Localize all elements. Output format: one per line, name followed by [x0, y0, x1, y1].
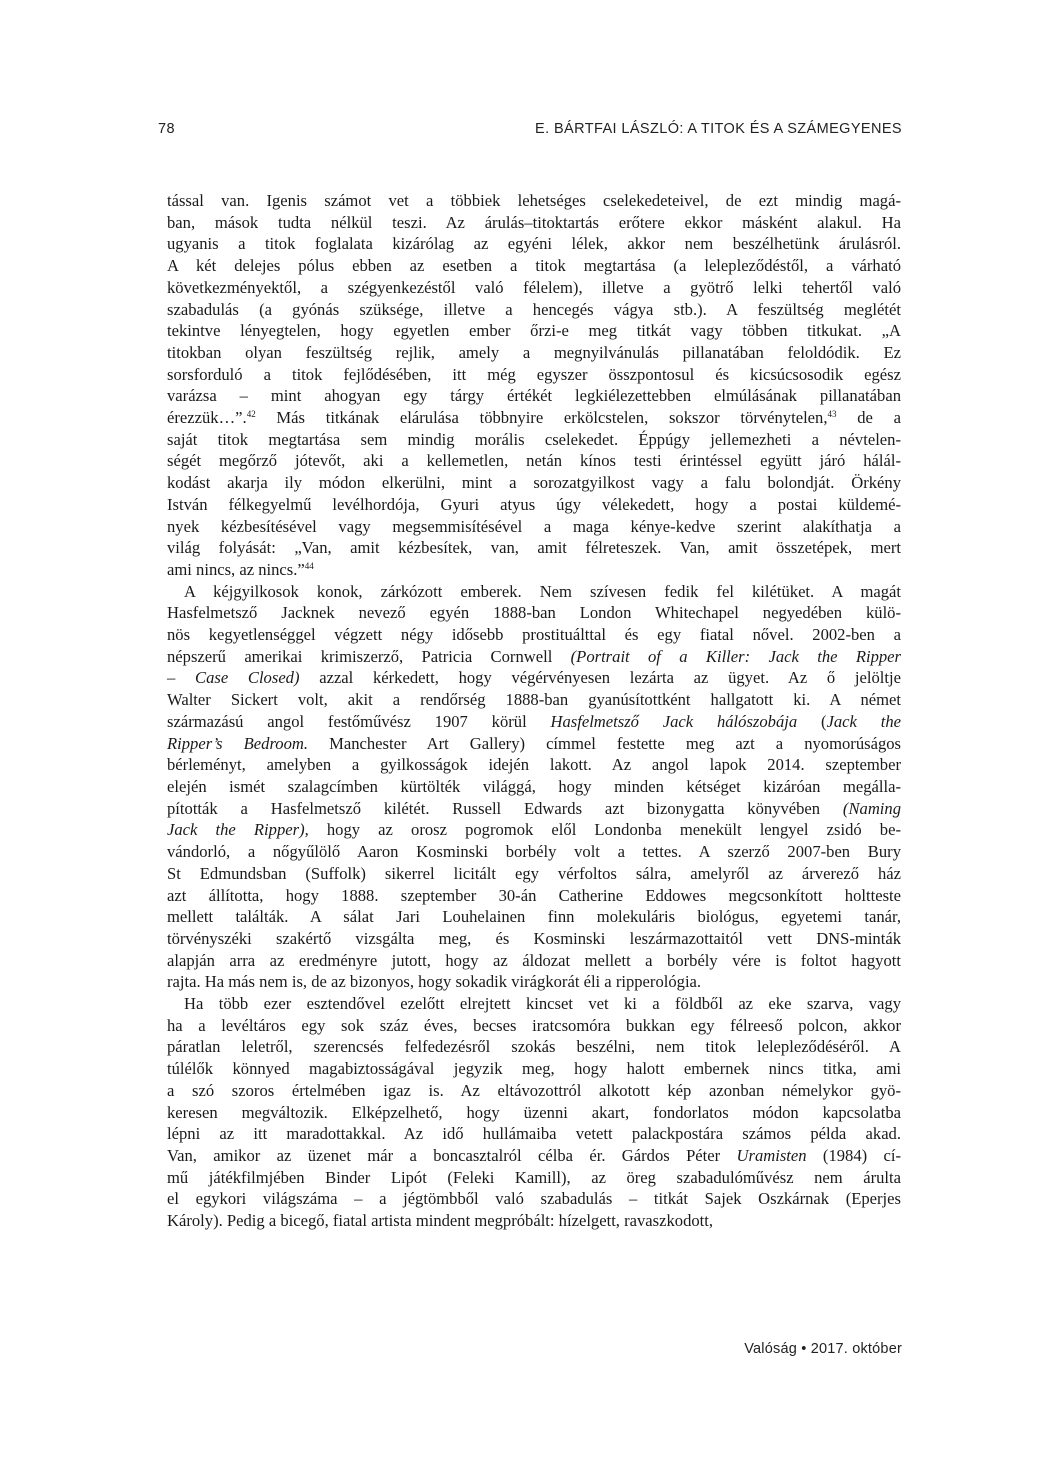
italic-title: (Portrait of a Killer: Jack the Ripper [570, 646, 902, 666]
text-run: ban, mások tudta nélkül teszi. Az árulás–titoktartás erőtere ekkor másként alakul. Ha [167, 212, 901, 232]
text-run: Van, amikor az üzenet már a boncasztalról célba ér. Gárdos Péter [167, 1145, 737, 1165]
text-line [167, 993, 901, 1015]
text-run: alapján arra az eredményre jutott, hogy az áldozat mellett a borbély vére is foltot hagyott [167, 950, 901, 970]
text-line [167, 1080, 901, 1102]
text-line [167, 754, 901, 776]
text-run: törvényszéki szakértő vizsgálta meg, és Kosminski leszármazottaitól vett DNS-minták [167, 928, 901, 948]
text-run: mellett találták. A sálat Jari Louhelainen finn molekuláris biológus, egyetemi tanár, [167, 907, 901, 927]
italic-title: – Case Closed) [167, 668, 300, 688]
text-run: Hasfelmetsző Jacknek nevező egyén 1888-ban London Whitechapel negyedében külö- [167, 603, 901, 623]
text-run: érezzük…”. [167, 408, 247, 428]
text-run: A kéjgyilkosok konok, zárkózott emberek. Nem szívesen fedik fel kilétüket. A magát [184, 581, 901, 601]
text-line [167, 711, 901, 733]
text-run: Walter Sickert volt, akit a rendőrség 1888-ban gyanúsítottként hallgatott ki. A német [167, 690, 901, 710]
footnote-reference: 44 [304, 560, 314, 571]
text-line [167, 602, 901, 624]
text-line [167, 212, 901, 234]
text-run: népszerű amerikai krimiszerző, Patricia Cornwell [167, 646, 571, 666]
text-run: elején ismét szalagcímben kürtölték világgá, hogy minden kétséget kizáróan megálla- [167, 776, 901, 796]
text-run: szabadulás (a gyónás szüksége, illetve a hencegés vágya stb.). A feszültség meglétét [167, 299, 901, 319]
text-run: ha a levéltáros egy sok száz éves, becses iratcsomóra bukkan egy félreeső polcon, akkor [167, 1015, 901, 1035]
text-line [167, 667, 901, 689]
text-run: következményektől, a szégyenkezéstől való félelem), illetve a gyötrő lelki tehertől való [167, 277, 901, 297]
page-footer: Valóság • 2017. október [744, 1341, 902, 1357]
running-header [158, 121, 902, 143]
text-line [167, 320, 901, 342]
footnote-reference: 43 [827, 409, 837, 420]
text-run: tással van. Igenis számot vet a többiek lehetséges cselekedeteivel, de ezt mindig magá- [167, 191, 901, 210]
text-run: túlélők könnyed magabiztosságával jegyzik meg, hogy halott embernek nincs titka, ami [167, 1059, 901, 1079]
text-run: páratlan leletről, szerencsés felfedezésről szokás beszélni, nem titok lelepleződéséről. A [167, 1037, 901, 1057]
text-line [167, 494, 901, 516]
text-line [167, 559, 901, 581]
text-run: keresen megváltozik. Elképzelhető, hogy üzenni akart, fondorlatos módon kapcsolatba [167, 1102, 901, 1122]
text-run: világ folyását: „Van, amit kézbesítek, van, amit félreteszek. Van, amit összetépek, mert [167, 538, 901, 558]
text-run: hogy az orosz pogromok elől Londonba menekült lengyel zsidó be- [308, 820, 901, 840]
text-line [167, 1058, 901, 1080]
text-line [167, 1145, 901, 1167]
text-run: ami nincs, az nincs.” [167, 559, 305, 579]
text-line [167, 624, 901, 646]
text-run: vándorló, a nőgyűlölő Aaron Kosminski borbély volt a tettes. A szerző 2007-ben Bury [167, 842, 901, 862]
text-line [167, 516, 901, 538]
text-line [167, 689, 901, 711]
text-line [167, 581, 901, 603]
text-line [167, 537, 901, 559]
text-line [167, 342, 901, 364]
text-run: A két delejes pólus ebben az esetben a titok megtartása (a lelepleződéstől, a várható [167, 256, 901, 276]
text-line [167, 733, 901, 755]
text-run: Más titkának elárulása többnyire erkölcstelen, sokszor törvénytelen, [255, 408, 828, 428]
text-line [167, 1123, 901, 1145]
text-line [167, 190, 901, 212]
text-line [167, 1210, 901, 1232]
text-line [167, 819, 901, 841]
text-run: (1984) cí- [806, 1145, 902, 1165]
running-title: E. BÁRTFAI LÁSZLÓ: A TITOK ÉS A SZÁMEGYENES [535, 121, 902, 137]
italic-title: Hasfelmetsző Jack hálószobája [550, 711, 798, 731]
text-run: kodást akarja ily módon elkerülni, mint a sorozatgyilkost vagy a falu bolondját. Örkény [167, 473, 901, 493]
text-run: azt állította, hogy 1888. szeptember 30-án Catherine Eddowes megcsonkított holttestе [167, 885, 901, 905]
footnote-reference: 42 [246, 409, 256, 420]
text-line [167, 1188, 901, 1210]
text-line [167, 776, 901, 798]
text-run: ugyanis a titok foglalata kizárólag az egyéni lélek, akkor nem beszélhetünk árulásról. [167, 234, 901, 254]
text-run: nyek kézbesítésével vagy megsemmisítésével a maga kénye-kedve szerint alakíthatja a [167, 516, 901, 536]
text-run: mű játékfilmjében Binder Lipót (Feleki Kamill), az öreg szabadulóművész nem árulta [167, 1167, 901, 1187]
text-line [167, 277, 901, 299]
paragraph [167, 581, 901, 993]
text-run: azzal kérkedett, hogy végérvényesen lezárta az ügyet. Az ő jelöltje [299, 668, 901, 688]
text-line [167, 906, 901, 928]
text-line [167, 450, 901, 472]
paragraph [167, 190, 901, 581]
text-line [167, 364, 901, 386]
text-run: Ha több ezer esztendővel ezelőtt elrejtett kincset vet ki a földből az eke szarva, vagy [184, 994, 901, 1014]
text-run: tekintve lényegtelen, hogy egyetlen ember őrzi-e meg titkát vagy többen titkukat. „A [167, 321, 901, 341]
italic-title: Ripper’s Bedroom. [167, 733, 309, 753]
italic-title: (Naming [842, 798, 901, 818]
text-line [167, 1036, 901, 1058]
text-run: saját titok megtartása sem mindig morális cselekedet. Éppúgy jellemezheti a névtelen- [167, 429, 901, 449]
italic-title: Uramisten [736, 1145, 807, 1165]
text-line [167, 950, 901, 972]
text-run: István félkegyelmű levélhordója, Gyuri atyus úgy vélekedett, hogy a postai küldemé- [167, 494, 901, 514]
text-run: bérleményt, amelyben a gyilkosságok idején lakott. Az angol lapok 2014. szeptember [167, 755, 901, 775]
text-line [167, 429, 901, 451]
text-line [167, 255, 901, 277]
text-run: Manchester Art Gallery) címmel festette meg azt a nyomorúságos [308, 733, 901, 753]
text-line [167, 1167, 901, 1189]
text-run: a szó szoros értelmében igaz is. Az eltávozottról alkotott kép azonban némelykor gyö- [167, 1080, 901, 1100]
text-run: rajta. Ha más nem is, de az bizonyos, hogy sokadik virágkorát éli a ripperológia. [167, 972, 702, 992]
text-line [167, 299, 901, 321]
text-line [167, 407, 901, 429]
text-run: ségét megőrző jótevőt, aki a kellemetlen, netán kínos testi érintéssel együtt járó hálál- [167, 451, 901, 471]
text-run: sorsforduló a titok fejlődésében, itt még egyszer összpontosul és kicsúcsosodik egész [167, 364, 901, 384]
text-line [167, 971, 901, 993]
text-line [167, 798, 901, 820]
text-line [167, 863, 901, 885]
text-run: el egykori világszáma – a jégtömbből való szabadulás – titkát Sajek Oszkárnak (Eperjes [167, 1189, 901, 1209]
text-line [167, 233, 901, 255]
italic-title: Jack the [826, 711, 901, 731]
text-line [167, 646, 901, 668]
text-run: de a [836, 408, 901, 428]
text-run: nös kegyetlenséggel végzett négy idősebb prostituálttal és egy fiatal nővel. 2002-ben a [167, 625, 901, 645]
paragraph [167, 993, 901, 1232]
text-run: származású angol festőművész 1907 körül [167, 711, 551, 731]
text-run: St Edmundsban (Suffolk) sikerrel licitált egy vérfoltos sálra, amelyről az árverező ház [167, 863, 901, 883]
text-line [167, 841, 901, 863]
text-run: pították a Hasfelmetsző kilétét. Russell Edwards azt bizonygatta könyvében [167, 798, 843, 818]
text-run: lépni az itt maradottakkal. Az idő hullámaiba vetett palackpostára számos példa akad. [167, 1124, 901, 1144]
text-line [167, 472, 901, 494]
text-line [167, 1102, 901, 1124]
text-line [167, 385, 901, 407]
article-body [167, 190, 901, 1232]
text-line [167, 928, 901, 950]
italic-title: Jack the Ripper), [167, 820, 309, 840]
text-run: titokban olyan feszültség rejlik, amely a megnyilvánulás pillanatában feloldódik. Ez [167, 342, 901, 362]
text-run: ( [797, 711, 827, 731]
text-run: Károly). Pedig a bicegő, fiatal artista mindent megpróbált: hízelgett, ravaszkodott, [167, 1211, 714, 1231]
text-run: varázsa – mint ahogyan egy tárgy értékét legkiélezettebben elmúlásának pillanatában [167, 386, 901, 406]
text-line [167, 885, 901, 907]
text-line [167, 1015, 901, 1037]
page-number: 78 [158, 121, 175, 137]
